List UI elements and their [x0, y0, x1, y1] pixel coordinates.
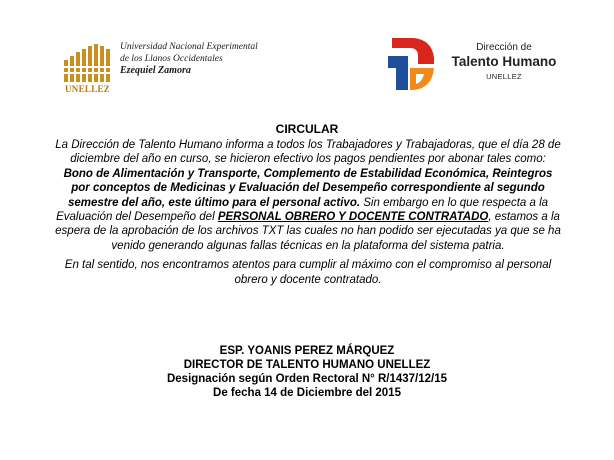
p1-intro: La Dirección de Talento Humano informa a todos los Trabajadores y Trabajadoras, que el día 28 de diciembre del año en curso, se hicieron efectivo los pagos pendientes por abonar tales como:: [55, 139, 561, 166]
signature-position: DIRECTOR DE TALENTO HUMANO UNELLEZ: [183, 359, 431, 371]
department-line1: Dirección de: [476, 42, 532, 53]
p1-middle: Sin embargo en lo que respecta a la Evaluación del Desempeño del: [56, 196, 549, 224]
talento-humano-logo: [388, 38, 563, 88]
talento-humano-emblem-icon: [388, 38, 436, 90]
university-name-line1: Universidad Nacional Experimental: [120, 42, 258, 52]
paragraph-1: [54, 138, 562, 253]
paragraph-2: En tal sentido, nos encontramos atentos para cumplir al máximo con el compromiso al personal obrero y docente contratado.: [64, 259, 552, 286]
signature-block: [0, 344, 614, 400]
signature-designation: Designación según Orden Rectoral N° R/1437/12/15: [166, 373, 448, 385]
signature-name: ESP. YOANIS PEREZ MÁRQUEZ: [219, 345, 395, 357]
circular-body: [54, 138, 562, 287]
department-line3: UNELLEZ: [486, 72, 522, 81]
university-name: [120, 42, 258, 77]
department-line2: Talento Humano: [451, 54, 557, 69]
circular-title: CIRCULAR: [275, 122, 339, 136]
p1-end: , estamos a la espera de la aprobación de los archivos TXT las cuales no han podido ser ejecutadas ya que se ha venido generando algunas fallas técnicas en la plataforma del sistema patria.: [55, 211, 561, 252]
university-name-line3: Ezequiel Zamora: [120, 65, 191, 76]
unellez-emblem-icon: [62, 42, 114, 82]
unellez-acronym: UNELLEZ: [65, 84, 111, 94]
p1-bold-items: Bono de Alimentación y Transporte, Complemento de Estabilidad Económica, Reintegros por conceptos de Medicinas y Evaluación del Desempeño correspondiente al segundo semestre del año, este último para el personal activo.: [63, 167, 553, 209]
university-name-line2: de los Llanos Occidentales: [120, 53, 223, 64]
unellez-logo: [62, 40, 262, 98]
signature-date: De fecha 14 de Diciembre del 2015: [213, 387, 401, 399]
p1-personnel-underline: PERSONAL OBRERO Y DOCENTE CONTRATADO: [217, 211, 489, 224]
